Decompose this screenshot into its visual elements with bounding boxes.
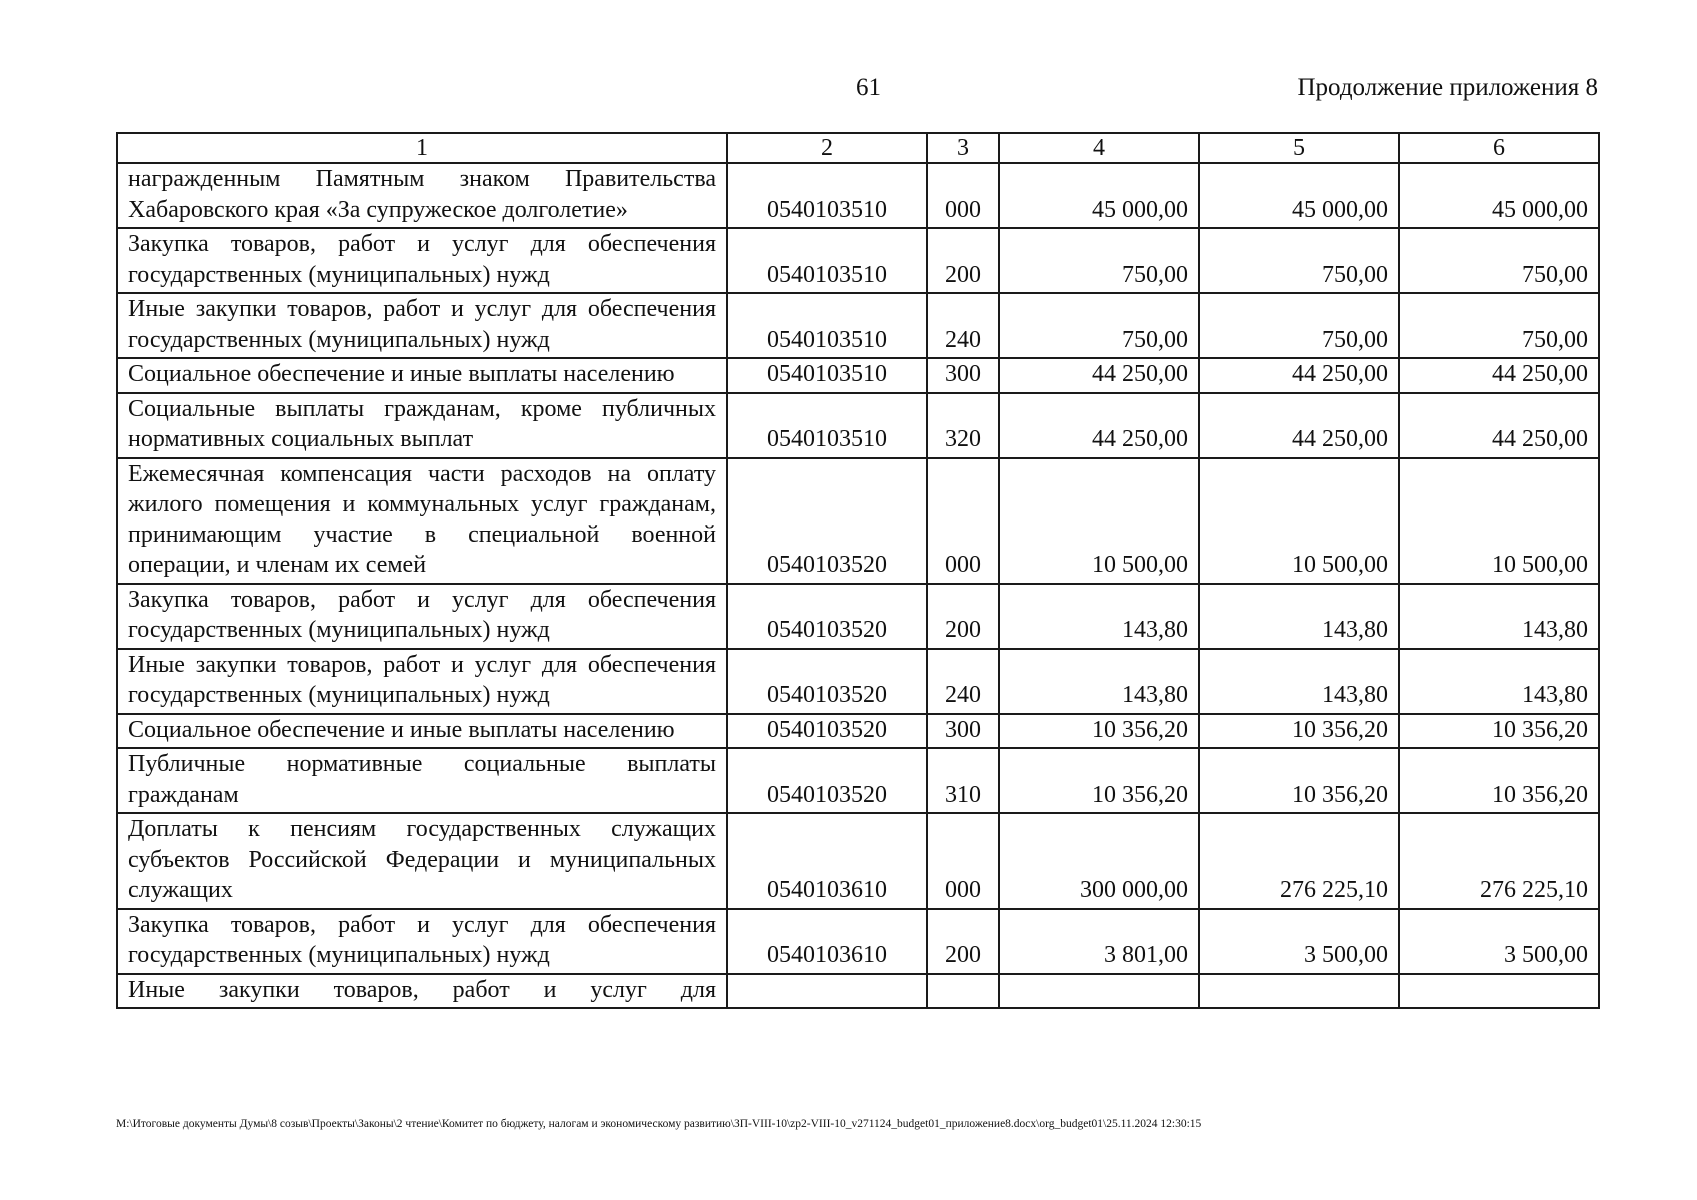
amount-cell-col6: 3 500,00 bbox=[1399, 909, 1599, 974]
target-article-cell: 0540103510 bbox=[727, 293, 927, 358]
amount-cell-col5: 10 500,00 bbox=[1199, 458, 1399, 584]
amount-cell-col5: 10 356,20 bbox=[1199, 748, 1399, 813]
target-article-cell: 0540103510 bbox=[727, 228, 927, 293]
row-name-cell: Социальное обеспечение и иные выплаты населению bbox=[117, 714, 727, 749]
target-article-cell: 0540103520 bbox=[727, 714, 927, 749]
row-name-cell: Закупка товаров, работ и услуг для обеспечения государственных (муниципальных) нужд bbox=[117, 228, 727, 293]
column-header: 4 bbox=[999, 133, 1199, 163]
amount-cell-col4: 750,00 bbox=[999, 293, 1199, 358]
amount-cell-col6: 143,80 bbox=[1399, 649, 1599, 714]
amount-cell-col5: 143,80 bbox=[1199, 649, 1399, 714]
expense-type-cell: 240 bbox=[927, 293, 999, 358]
amount-cell-col5: 45 000,00 bbox=[1199, 163, 1399, 228]
amount-cell-col6: 143,80 bbox=[1399, 584, 1599, 649]
row-name-cell: Ежемесячная компенсация части расходов на оплату жилого помещения и коммунальных услуг гражданам, принимающим участие в специальной военной операции, и членам их семей bbox=[117, 458, 727, 584]
budget-table-body bbox=[117, 133, 1599, 1008]
row-name-cell: Иные закупки товаров, работ и услуг для обеспечения государственных (муниципальных) нужд bbox=[117, 293, 727, 358]
target-article-cell: 0540103520 bbox=[727, 649, 927, 714]
budget-table bbox=[116, 132, 1600, 1009]
amount-cell-col5: 44 250,00 bbox=[1199, 358, 1399, 393]
amount-cell-col6: 10 356,20 bbox=[1399, 714, 1599, 749]
amount-cell-col6: 10 356,20 bbox=[1399, 748, 1599, 813]
table-row bbox=[117, 813, 1599, 909]
amount-cell-col6: 44 250,00 bbox=[1399, 358, 1599, 393]
column-header: 2 bbox=[727, 133, 927, 163]
expense-type-cell: 000 bbox=[927, 458, 999, 584]
page-number: 61 bbox=[856, 74, 881, 101]
amount-cell-col5: 750,00 bbox=[1199, 228, 1399, 293]
table-row bbox=[117, 714, 1599, 749]
table-row bbox=[117, 584, 1599, 649]
target-article-cell: 0540103520 bbox=[727, 584, 927, 649]
column-header: 6 bbox=[1399, 133, 1599, 163]
amount-cell-col4: 10 356,20 bbox=[999, 748, 1199, 813]
target-article-cell: 0540103610 bbox=[727, 909, 927, 974]
amount-cell-col4: 300 000,00 bbox=[999, 813, 1199, 909]
empty-cell bbox=[999, 974, 1199, 1009]
table-row bbox=[117, 748, 1599, 813]
target-article-cell: 0540103510 bbox=[727, 393, 927, 458]
row-name-cell: награжденным Памятным знаком Правительства Хабаровского края «За супружеское долголетие» bbox=[117, 163, 727, 228]
amount-cell-col4: 143,80 bbox=[999, 649, 1199, 714]
target-article-cell: 0540103610 bbox=[727, 813, 927, 909]
column-header: 1 bbox=[117, 133, 727, 163]
empty-cell bbox=[1199, 974, 1399, 1009]
table-row bbox=[117, 909, 1599, 974]
row-name-cell: Иные закупки товаров, работ и услуг для bbox=[117, 974, 727, 1009]
amount-cell-col6: 10 500,00 bbox=[1399, 458, 1599, 584]
table-row bbox=[117, 163, 1599, 228]
expense-type-cell: 200 bbox=[927, 584, 999, 649]
target-article-cell: 0540103510 bbox=[727, 163, 927, 228]
amount-cell-col6: 750,00 bbox=[1399, 293, 1599, 358]
table-row-partial bbox=[117, 974, 1599, 1009]
amount-cell-col5: 750,00 bbox=[1199, 293, 1399, 358]
row-name-cell: Закупка товаров, работ и услуг для обеспечения государственных (муниципальных) нужд bbox=[117, 909, 727, 974]
table-row bbox=[117, 458, 1599, 584]
expense-type-cell: 300 bbox=[927, 714, 999, 749]
table-row bbox=[117, 293, 1599, 358]
column-header: 5 bbox=[1199, 133, 1399, 163]
row-name-cell: Публичные нормативные социальные выплаты гражданам bbox=[117, 748, 727, 813]
expense-type-cell: 200 bbox=[927, 909, 999, 974]
amount-cell-col6: 750,00 bbox=[1399, 228, 1599, 293]
appendix-continuation-note: Продолжение приложения 8 bbox=[1297, 74, 1598, 101]
empty-cell bbox=[727, 974, 927, 1009]
expense-type-cell: 240 bbox=[927, 649, 999, 714]
footer-file-path: М:\Итоговые документы Думы\8 созыв\Проекты\Законы\2 чтение\Комитет по бюджету, налогам и экономическому развитию\ЗП-VIII-10\zp2-VIII-10_v271124_budget01_приложение8.docx\org_budget01\25.11.2024 12:30:15 bbox=[116, 1118, 1202, 1130]
table-header-row bbox=[117, 133, 1599, 163]
target-article-cell: 0540103520 bbox=[727, 458, 927, 584]
amount-cell-col4: 44 250,00 bbox=[999, 393, 1199, 458]
expense-type-cell: 000 bbox=[927, 163, 999, 228]
amount-cell-col5: 276 225,10 bbox=[1199, 813, 1399, 909]
row-name-cell: Социальные выплаты гражданам, кроме публичных нормативных социальных выплат bbox=[117, 393, 727, 458]
expense-type-cell: 300 bbox=[927, 358, 999, 393]
row-name-cell: Иные закупки товаров, работ и услуг для обеспечения государственных (муниципальных) нужд bbox=[117, 649, 727, 714]
amount-cell-col5: 44 250,00 bbox=[1199, 393, 1399, 458]
amount-cell-col5: 3 500,00 bbox=[1199, 909, 1399, 974]
expense-type-cell: 000 bbox=[927, 813, 999, 909]
empty-cell bbox=[1399, 974, 1599, 1009]
table-row bbox=[117, 649, 1599, 714]
expense-type-cell: 320 bbox=[927, 393, 999, 458]
column-header: 3 bbox=[927, 133, 999, 163]
table-row bbox=[117, 228, 1599, 293]
table-row bbox=[117, 358, 1599, 393]
amount-cell-col4: 45 000,00 bbox=[999, 163, 1199, 228]
amount-cell-col6: 276 225,10 bbox=[1399, 813, 1599, 909]
table-row bbox=[117, 393, 1599, 458]
row-name-cell: Закупка товаров, работ и услуг для обеспечения государственных (муниципальных) нужд bbox=[117, 584, 727, 649]
amount-cell-col4: 10 356,20 bbox=[999, 714, 1199, 749]
amount-cell-col5: 143,80 bbox=[1199, 584, 1399, 649]
target-article-cell: 0540103510 bbox=[727, 358, 927, 393]
expense-type-cell: 200 bbox=[927, 228, 999, 293]
amount-cell-col4: 10 500,00 bbox=[999, 458, 1199, 584]
amount-cell-col4: 750,00 bbox=[999, 228, 1199, 293]
amount-cell-col6: 44 250,00 bbox=[1399, 393, 1599, 458]
amount-cell-col4: 44 250,00 bbox=[999, 358, 1199, 393]
amount-cell-col6: 45 000,00 bbox=[1399, 163, 1599, 228]
amount-cell-col4: 143,80 bbox=[999, 584, 1199, 649]
expense-type-cell: 310 bbox=[927, 748, 999, 813]
amount-cell-col4: 3 801,00 bbox=[999, 909, 1199, 974]
row-name-cell: Социальное обеспечение и иные выплаты населению bbox=[117, 358, 727, 393]
amount-cell-col5: 10 356,20 bbox=[1199, 714, 1399, 749]
empty-cell bbox=[927, 974, 999, 1009]
target-article-cell: 0540103520 bbox=[727, 748, 927, 813]
row-name-cell: Доплаты к пенсиям государственных служащих субъектов Российской Федерации и муниципальных служащих bbox=[117, 813, 727, 909]
